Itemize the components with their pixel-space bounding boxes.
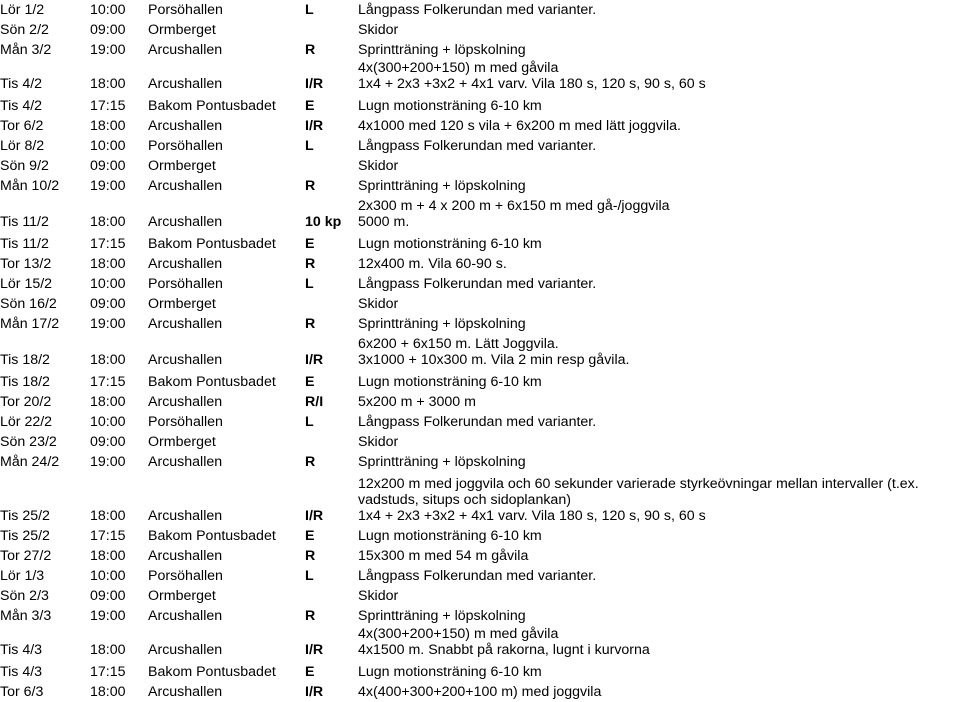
- description-line: Sprintträning + löpskolning: [358, 178, 526, 194]
- description-cell: [358, 98, 542, 114]
- day-cell: Lör 22/2: [0, 414, 53, 430]
- description-line: Långpass Folkerundan med varianter.: [358, 414, 597, 430]
- time-cell: 17:15: [90, 664, 126, 680]
- description-line: 2x300 m + 4 x 200 m + 6x150 m med gå-/joggvila: [358, 198, 670, 214]
- description-line: Skidor: [358, 296, 399, 312]
- description-line: Lugn motionsträning 6-10 km: [358, 374, 542, 390]
- type-cell: R/I: [305, 394, 324, 410]
- description-line: Lugn motionsträning 6-10 km: [358, 236, 542, 252]
- description-cell: [358, 236, 542, 252]
- description-line: 4x(400+300+200+100 m) med joggvila: [358, 684, 602, 700]
- day-cell: Sön 23/2: [0, 434, 57, 450]
- time-cell: 09:00: [90, 22, 126, 38]
- place-cell: Arcushallen: [148, 608, 223, 624]
- time-cell: 18:00: [90, 256, 126, 272]
- description-cell: [358, 256, 507, 272]
- description-line: Sprintträning + löpskolning: [358, 42, 526, 58]
- day-cell: Tor 13/2: [0, 256, 52, 272]
- type-cell: I/R: [305, 642, 324, 658]
- description-cell: [358, 548, 528, 564]
- description-line: vadstuds, situps och sidoplankan): [358, 492, 571, 508]
- time-cell: 18:00: [90, 76, 126, 92]
- day-cell: Mån 3/2: [0, 42, 52, 58]
- type-cell: E: [305, 98, 315, 114]
- day-cell: Tis 25/2: [0, 508, 50, 524]
- description-line: Skidor: [358, 588, 399, 604]
- description-line: 15x300 m med 54 m gåvila: [358, 548, 529, 564]
- time-cell: 10:00: [90, 276, 126, 292]
- day-cell: Tis 11/2: [0, 214, 49, 230]
- description-line: 1x4 + 2x3 +3x2 + 4x1 varv. Vila 180 s, 120 s, 90 s, 60 s: [358, 76, 706, 92]
- description-line: Lugn motionsträning 6-10 km: [358, 664, 542, 680]
- description-line: Långpass Folkerundan med varianter.: [358, 2, 597, 18]
- time-cell: 09:00: [90, 296, 126, 312]
- description-line: 12x400 m. Vila 60-90 s.: [358, 256, 507, 272]
- time-cell: 17:15: [90, 528, 126, 544]
- type-cell: I/R: [305, 352, 324, 368]
- description-cell: [358, 22, 398, 38]
- time-cell: 18:00: [90, 642, 126, 658]
- description-cell: [358, 476, 919, 524]
- day-cell: Tis 11/2: [0, 236, 49, 252]
- place-cell: Bakom Pontusbadet: [148, 664, 276, 680]
- time-cell: 09:00: [90, 434, 126, 450]
- time-cell: 18:00: [90, 508, 126, 524]
- day-cell: Sön 2/2: [0, 22, 49, 38]
- day-cell: Lör 1/3: [0, 568, 45, 584]
- place-cell: Arcushallen: [148, 118, 223, 134]
- type-cell: R: [305, 178, 316, 194]
- type-cell: R: [305, 42, 316, 58]
- description-cell: [358, 276, 596, 292]
- description-line: 4x(300+200+150) m med gåvila: [358, 626, 559, 642]
- day-cell: Mån 17/2: [0, 316, 60, 332]
- description-cell: [358, 414, 596, 430]
- description-line: 6x200 + 6x150 m. Lätt Joggvila.: [358, 336, 559, 352]
- description-cell: [358, 2, 596, 18]
- description-cell: [358, 42, 526, 58]
- place-cell: Bakom Pontusbadet: [148, 374, 276, 390]
- description-cell: [358, 158, 398, 174]
- description-cell: [358, 664, 542, 680]
- description-cell: [358, 608, 526, 624]
- place-cell: Arcushallen: [148, 642, 223, 658]
- place-cell: Porsöhallen: [148, 568, 223, 584]
- type-cell: I/R: [305, 508, 324, 524]
- place-cell: Arcushallen: [148, 548, 223, 564]
- time-cell: 18:00: [90, 214, 126, 230]
- type-cell: L: [305, 276, 314, 292]
- description-cell: [358, 394, 476, 410]
- description-cell: [358, 296, 398, 312]
- time-cell: 09:00: [90, 158, 126, 174]
- type-cell: 10 kp: [305, 214, 342, 230]
- day-cell: Tis 18/2: [0, 352, 50, 368]
- description-cell: [358, 178, 526, 194]
- description-line: 5x200 m + 3000 m: [358, 394, 476, 410]
- type-cell: E: [305, 374, 315, 390]
- place-cell: Ormberget: [148, 158, 216, 174]
- description-line: Sprintträning + löpskolning: [358, 454, 526, 470]
- day-cell: Sön 9/2: [0, 158, 49, 174]
- day-cell: Tis 4/3: [0, 642, 43, 658]
- time-cell: 17:15: [90, 374, 126, 390]
- time-cell: 10:00: [90, 138, 126, 154]
- description-cell: [358, 454, 526, 470]
- description-cell: [358, 60, 706, 92]
- time-cell: 19:00: [90, 608, 126, 624]
- place-cell: Arcushallen: [148, 178, 223, 194]
- time-cell: 19:00: [90, 454, 126, 470]
- place-cell: Porsöhallen: [148, 138, 223, 154]
- time-cell: 18:00: [90, 352, 126, 368]
- type-cell: E: [305, 664, 315, 680]
- description-line: 4x1500 m. Snabbt på rakorna, lugnt i kurvorna: [358, 642, 650, 658]
- day-cell: Lör 8/2: [0, 138, 45, 154]
- time-cell: 17:15: [90, 236, 126, 252]
- time-cell: 18:00: [90, 684, 126, 700]
- day-cell: Tis 4/2: [0, 98, 43, 114]
- time-cell: 19:00: [90, 42, 126, 58]
- place-cell: Ormberget: [148, 296, 216, 312]
- description-line: Sprintträning + löpskolning: [358, 316, 526, 332]
- type-cell: R: [305, 256, 316, 272]
- place-cell: Arcushallen: [148, 76, 223, 92]
- day-cell: Tor 27/2: [0, 548, 52, 564]
- description-line: 4x1000 med 120 s vila + 6x200 m med lätt joggvila.: [358, 118, 681, 134]
- description-cell: [358, 374, 542, 390]
- type-cell: R: [305, 548, 316, 564]
- description-line: 4x(300+200+150) m med gåvila: [358, 60, 559, 76]
- description-line: 3x1000 + 10x300 m. Vila 2 min resp gåvila.: [358, 352, 630, 368]
- description-line: Långpass Folkerundan med varianter.: [358, 138, 597, 154]
- time-cell: 10:00: [90, 568, 126, 584]
- time-cell: 17:15: [90, 98, 126, 114]
- place-cell: Arcushallen: [148, 454, 223, 470]
- description-cell: [358, 118, 681, 134]
- description-cell: [358, 336, 629, 368]
- description-cell: [358, 138, 596, 154]
- place-cell: Bakom Pontusbadet: [148, 98, 276, 114]
- place-cell: Bakom Pontusbadet: [148, 236, 276, 252]
- time-cell: 18:00: [90, 394, 126, 410]
- time-cell: 10:00: [90, 414, 126, 430]
- type-cell: E: [305, 528, 315, 544]
- description-line: Lugn motionsträning 6-10 km: [358, 528, 542, 544]
- type-cell: R: [305, 316, 316, 332]
- type-cell: R: [305, 454, 316, 470]
- type-cell: I/R: [305, 684, 324, 700]
- type-cell: R: [305, 608, 316, 624]
- place-cell: Porsöhallen: [148, 414, 223, 430]
- place-cell: Porsöhallen: [148, 2, 223, 18]
- description-cell: [358, 528, 542, 544]
- day-cell: Sön 16/2: [0, 296, 57, 312]
- description-line: Långpass Folkerundan med varianter.: [358, 568, 597, 584]
- description-cell: [358, 434, 398, 450]
- day-cell: Tor 6/2: [0, 118, 44, 134]
- type-cell: L: [305, 414, 314, 430]
- description-cell: [358, 588, 398, 604]
- day-cell: Lör 1/2: [0, 2, 45, 18]
- type-cell: E: [305, 236, 315, 252]
- place-cell: Ormberget: [148, 434, 216, 450]
- day-cell: Lör 15/2: [0, 276, 53, 292]
- description-line: 12x200 m med joggvila och 60 sekunder varierade styrkeövningar mellan intervaller (t.ex.: [358, 476, 919, 492]
- description-line: Långpass Folkerundan med varianter.: [358, 276, 597, 292]
- time-cell: 19:00: [90, 316, 126, 332]
- day-cell: Sön 2/3: [0, 588, 49, 604]
- time-cell: 19:00: [90, 178, 126, 194]
- description-line: Lugn motionsträning 6-10 km: [358, 98, 542, 114]
- place-cell: Arcushallen: [148, 42, 223, 58]
- place-cell: Bakom Pontusbadet: [148, 528, 276, 544]
- day-cell: Mån 24/2: [0, 454, 60, 470]
- description-line: 1x4 + 2x3 +3x2 + 4x1 varv. Vila 180 s, 120 s, 90 s, 60 s: [358, 508, 706, 524]
- description-cell: [358, 684, 601, 700]
- place-cell: Arcushallen: [148, 394, 223, 410]
- day-cell: Tis 4/2: [0, 76, 43, 92]
- description-cell: [358, 198, 670, 230]
- time-cell: 18:00: [90, 548, 126, 564]
- day-cell: Tis 25/2: [0, 528, 50, 544]
- description-cell: [358, 316, 526, 332]
- type-cell: L: [305, 138, 314, 154]
- type-cell: I/R: [305, 118, 324, 134]
- type-cell: L: [305, 2, 314, 18]
- day-cell: Mån 10/2: [0, 178, 60, 194]
- place-cell: Ormberget: [148, 22, 216, 38]
- description-line: 5000 m.: [358, 214, 410, 230]
- day-cell: Tis 4/3: [0, 664, 43, 680]
- place-cell: Arcushallen: [148, 214, 223, 230]
- time-cell: 09:00: [90, 588, 126, 604]
- place-cell: Arcushallen: [148, 316, 223, 332]
- description-line: Sprintträning + löpskolning: [358, 608, 526, 624]
- day-cell: Mån 3/3: [0, 608, 52, 624]
- place-cell: Arcushallen: [148, 684, 223, 700]
- type-cell: L: [305, 568, 314, 584]
- description-cell: [358, 626, 650, 658]
- place-cell: Arcushallen: [148, 508, 223, 524]
- description-line: Skidor: [358, 434, 399, 450]
- type-cell: I/R: [305, 76, 324, 92]
- description-line: Skidor: [358, 22, 399, 38]
- day-cell: Tis 18/2: [0, 374, 50, 390]
- place-cell: Porsöhallen: [148, 276, 223, 292]
- description-cell: [358, 568, 596, 584]
- day-cell: Tor 20/2: [0, 394, 52, 410]
- place-cell: Ormberget: [148, 588, 216, 604]
- day-cell: Tor 6/3: [0, 684, 44, 700]
- time-cell: 10:00: [90, 2, 126, 18]
- place-cell: Arcushallen: [148, 256, 223, 272]
- time-cell: 18:00: [90, 118, 126, 134]
- description-line: Skidor: [358, 158, 399, 174]
- place-cell: Arcushallen: [148, 352, 223, 368]
